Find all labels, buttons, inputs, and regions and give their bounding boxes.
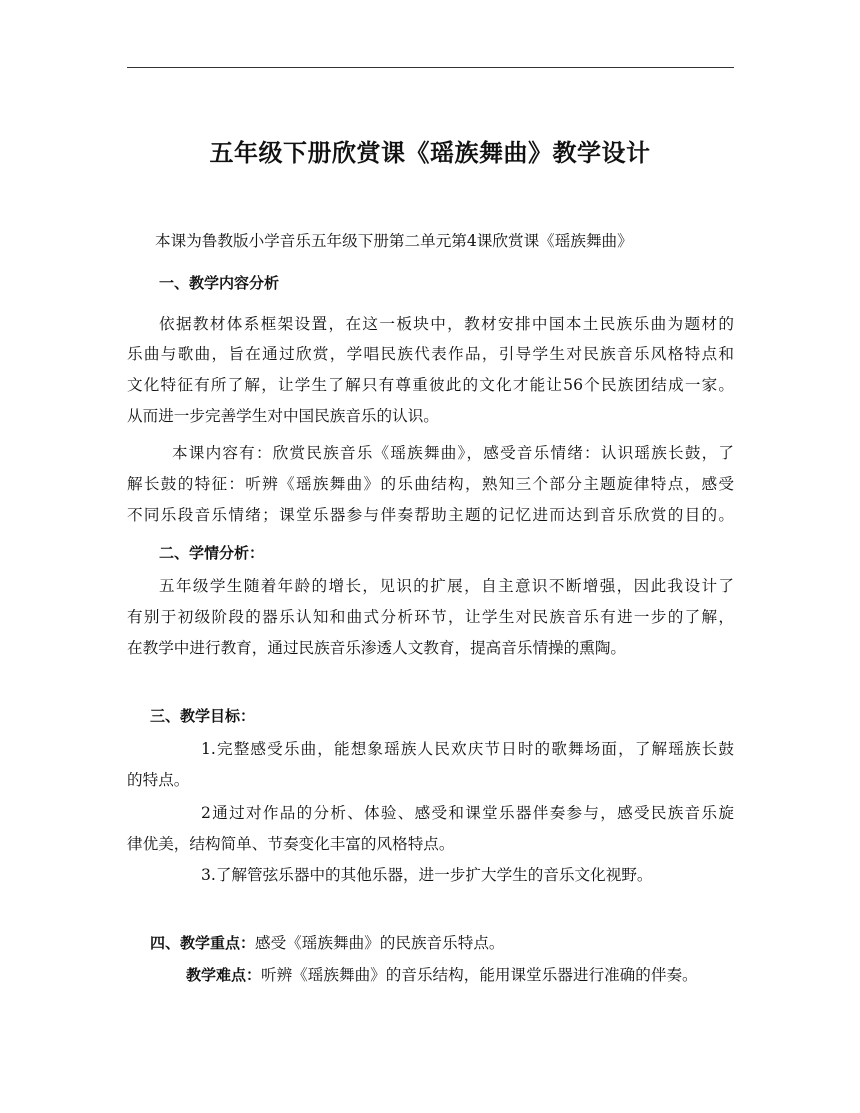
paragraph-line: 不同乐段音乐情绪；课堂乐器参与伴奏帮助主题的记忆进而达到音乐欣赏的目的。 [127,506,734,524]
objective-line: 3.了解管弦乐器中的其他乐器，进一步扩大学生的音乐文化视野。 [201,866,653,884]
paragraph-line: 从而进一步完善学生对中国民族音乐的认识。 [127,407,439,425]
objective-line: 1.完整感受乐曲，能想象瑶族人民欢庆节日时的歌舞场面，了解瑶族长鼓 [201,740,734,758]
paragraph-line: 解长鼓的特征：听辨《瑶族舞曲》的乐曲结构，熟知三个部分主题旋律特点，感受 [127,475,734,493]
section-heading-content-analysis: 一、教学内容分析 [159,274,280,292]
header-rule [127,67,734,68]
section-heading-key-point: 四、教学重点： [150,934,256,952]
objective-line: 2通过对作品的分析、体验、感受和课堂乐器伴奏参与，感受民族音乐旋 [201,804,734,822]
paragraph-line: 五年级学生随着年龄的增长，见识的扩展，自主意识不断增强，因此我设计了 [159,577,734,595]
paragraph-line: 有别于初级阶段的器乐认知和曲式分析环节，让学生对民族音乐有进一步的了解， [127,608,734,626]
section-heading-objectives: 三、教学目标： [150,707,256,725]
difficulty-text: 听辨《瑶族舞曲》的音乐结构，能用课堂乐器进行准确的伴奏。 [261,966,698,984]
paragraph-line: 乐曲与歌曲，旨在通过欣赏，学唱民族代表作品，引导学生对民族音乐风格特点和 [127,345,734,363]
section-heading-learner-analysis: 二、学情分析： [159,544,265,562]
paragraph-line: 在教学中进行教育，通过民族音乐渗透人文教育，提高音乐情操的熏陶。 [127,639,627,657]
difficulty-line [186,962,698,988]
difficulty-label: 教学难点： [186,966,262,984]
paragraph-line: 本课内容有：欣赏民族音乐《瑶族舞曲》，感受音乐情绪：认识瑶族长鼓，了 [172,444,734,462]
intro-line: 本课为鲁教版小学音乐五年级下册第二单元第4课欣赏课《瑶族舞曲》 [155,232,633,250]
document-title: 五年级下册欣赏课《瑶族舞曲》教学设计 [209,139,651,167]
objective-line: 的特点。 [127,771,190,789]
objective-line: 律优美，结构简单、节奏变化丰富的风格特点。 [127,835,455,853]
key-point-line [150,930,505,956]
paragraph-line: 依据教材体系框架设置，在这一板块中，教材安排中国本土民族乐曲为题材的 [159,315,734,333]
key-point-text: 感受《瑶族舞曲》的民族音乐特点。 [255,934,505,952]
paragraph-line: 文化特征有所了解，让学生了解只有尊重彼此的文化才能让56个民族团结成一家。 [127,376,734,394]
